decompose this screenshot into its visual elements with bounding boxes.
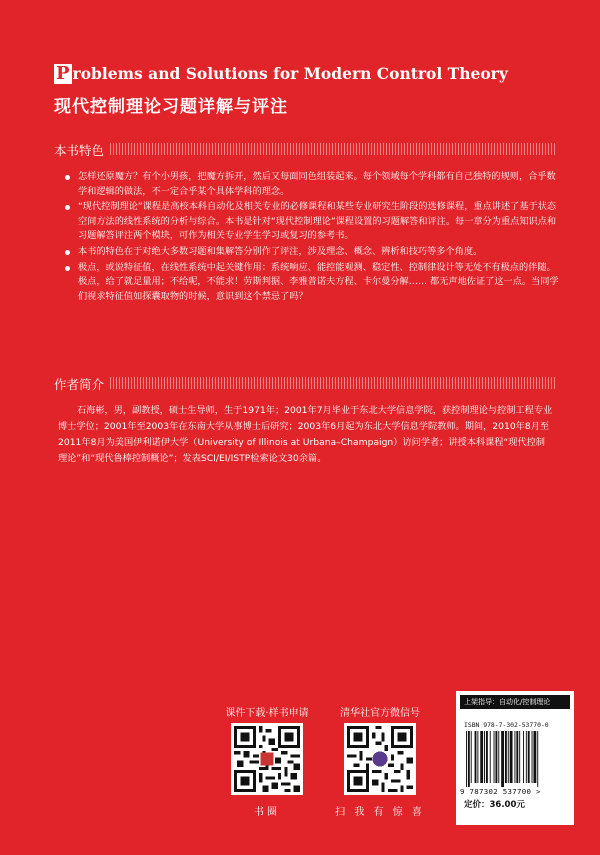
english-title [54, 64, 508, 84]
qr-courseware-label: 课件下载·样书申请 [225, 708, 309, 719]
features-divider [110, 143, 556, 155]
features-list [64, 170, 560, 305]
qr-courseware [217, 704, 317, 818]
list-item: “现代控制理论”课程是高校本科自动化及相关专业的必修课程和某些专业研究生阶段的选修课程，重点讲述了基于状态空间方法的线性系统的分析与综合。本书是针对“现代控制理论”课程设置的习题解答和评注。每一章分为重点知识点和习题解答评注两个模块，可作为相关专业学生学习或复习的参考书。 [64, 200, 560, 244]
author-bio: 石海彬，男，副教授，硕士生导师，生于1971年；2001年7月毕业于东北大学信息学院，获控制理论与控制工程专业博士学位；2001年至2003年在东南大学从事博士后研究；2003年6月起为东北大学信息学院教师。期间，2010年8月至2011年8月为美国伊利诺伊大学（University of Illinois at Urbana–Champaign）访问学者；讲授本科课程“现代控制理论”和“现代鲁棒控制概论”；发表SCI/EI/ISTP检索论文30余篇。 [58, 405, 553, 464]
qr-wechat-label: 清华社官方微信号 [340, 708, 420, 719]
shelving-category: 上架指导：自动化/控制理论 [460, 695, 570, 709]
qr-courseware-caption: 书圈 [254, 807, 280, 818]
english-title-rest: roblems and Solutions for Modern Control Theory [72, 64, 508, 83]
list-item: 极点，或说特征值，在线性系统中起关键作用：系统响应、能控能观测、稳定性、控制律设计等无处不有极点的伴随。极点，给了就足量用；不给呢，不能求！劳斯判据、李雅普诺夫方程、卡尔曼分解…… 都无声地佐证了这一点。当同学们视求特征值如探囊取物的时候，意识到这个禁忌了吗？ [64, 261, 560, 305]
price-label: 定价：36.00元 [464, 800, 525, 810]
barcode-digits: 9 787302 537700 > [460, 787, 541, 796]
barcode-icon [464, 731, 566, 787]
list-item: 怎样还原魔方？有个小男孩，把魔方拆开，然后又每面同色组装起来。每个领域每个学科都有自己独特的规则，合乎数学和逻辑的做法，不一定合乎某个具体学科的理念。 [64, 170, 560, 199]
qr-code-icon[interactable] [231, 723, 303, 795]
author-divider [110, 377, 556, 389]
isbn-panel [456, 691, 574, 825]
list-item: 本书的特色在于对绝大多数习题和集解答分别作了评注，涉及理念、概念、辨析和技巧等多个角度。 [64, 245, 560, 260]
chinese-title: 现代控制理论习题详解与评注 [54, 97, 288, 117]
qr-wechat-caption: 扫 我 有 惊 喜 [335, 807, 425, 818]
author-heading: 作者简介 [54, 377, 105, 392]
title-initial-box: P [56, 63, 70, 84]
qr-wechat [330, 704, 430, 818]
isbn-number: ISBN 978-7-302-53770-0 [464, 721, 549, 729]
qr-code-icon[interactable] [344, 723, 416, 795]
features-heading: 本书特色 [54, 143, 105, 158]
